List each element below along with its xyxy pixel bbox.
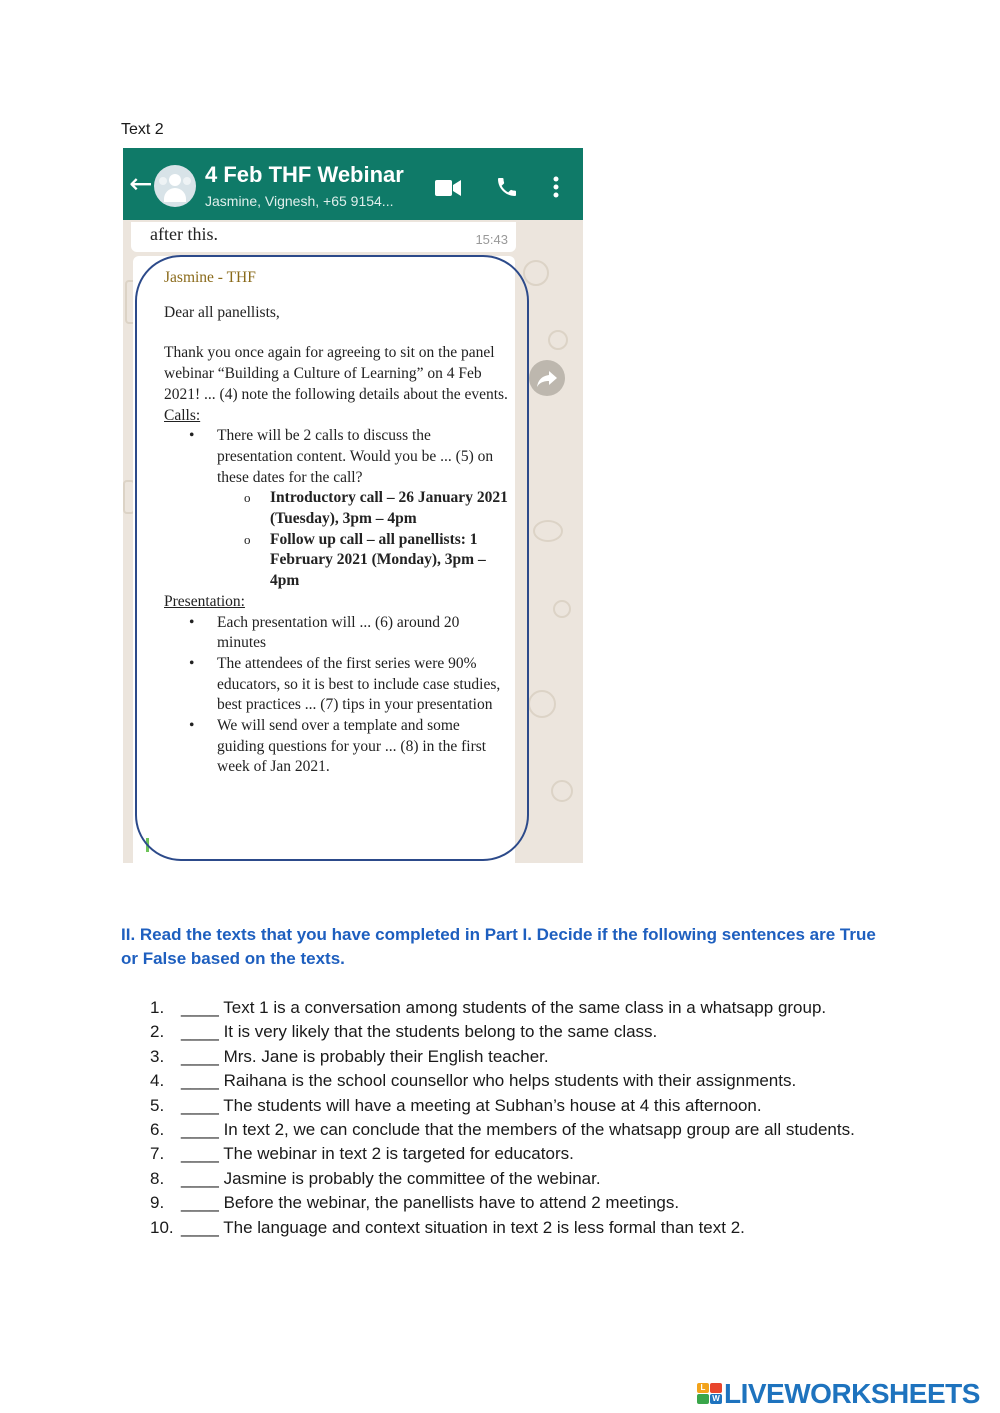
doodle-decoration [528,690,556,718]
logo-mark-letter: L [697,1383,709,1393]
group-avatar-icon[interactable] [154,165,196,207]
question-text: Jasmine is probably the committee of the webinar. [223,1168,601,1188]
answer-blank[interactable]: ____ [181,998,219,1017]
section-instructions: II. Read the texts that you have completed in Part I. Decide if the following sentences are True or False based on the texts. [121,925,876,968]
previous-message-bubble [131,222,516,252]
previous-message-time: 15:43 [475,232,508,247]
question-number: 3. [150,1046,165,1066]
calls-heading: Calls: [164,406,201,424]
logo-mark-letter: W [710,1394,722,1404]
question-text: The language and context situation in text 2 is less formal than text 2. [223,1217,745,1237]
answer-blank[interactable]: ____ [181,1144,219,1164]
presentation-heading: Presentation: [164,592,245,610]
answer-blank[interactable]: ____ [181,1095,219,1115]
question-number: 4. [150,1071,165,1091]
question-number: 5. [150,1095,165,1115]
back-arrow-icon[interactable]: ← [129,167,153,200]
answer-blank[interactable]: ____ [181,1071,219,1091]
message-greeting: Dear all panellists, [164,303,280,321]
presentation-bullet: • The attendees of the first series were 90% educators, so it is best to include case studies, best practices ... (7) tips in your presentation [164,654,509,716]
whatsapp-screenshot [123,148,583,863]
message-content [164,268,509,778]
question-number: 6. [150,1120,165,1140]
calls-subitem: o Introductory call – 26 January 2021 (Tuesday), 3pm – 4pm [164,488,509,529]
presentation-list [164,613,509,779]
answer-blank[interactable]: ____ [181,1022,219,1042]
chat-header [123,148,583,220]
question-text: It is very likely that the students belong to the same class. [223,1022,658,1042]
doodle-decoration [548,330,568,350]
doodle-decoration [533,520,563,542]
questions-list [150,996,870,1240]
video-call-icon[interactable] [435,179,461,197]
doodle-decoration [553,600,571,618]
question-text: Mrs. Jane is probably their English teacher. [223,1046,549,1066]
question-item [150,1191,870,1215]
logo-mark-tile [710,1383,722,1393]
question-text: Text 1 is a conversation among students of the same class in a whatsapp group. [223,998,827,1017]
question-number: 2. [150,1022,165,1042]
question-item [150,1020,870,1044]
forward-icon [529,360,565,396]
calls-list [164,426,509,592]
text-label: Text 2 [121,121,164,138]
calls-subitem: o Follow up call – all panellists: 1 February 2021 (Monday), 3pm – 4pm [164,530,509,592]
question-number: 10. [150,1217,174,1237]
question-text: Raihana is the school counsellor who helps students with their assignments. [223,1071,797,1091]
logo-text: LIVEWORKSHEETS [724,1378,980,1409]
presentation-bullet: • Each presentation will ... (6) around 20 minutes [164,613,509,654]
question-text: The students will have a meeting at Subhan’s house at 4 this afternoon. [223,1095,762,1115]
question-text: In text 2, we can conclude that the members of the whatsapp group are all students. [223,1120,855,1140]
forward-button[interactable] [529,360,565,396]
presentation-bullet: • We will send over a template and some guiding questions for your ... (8) in the first week of Jan 2021. [164,716,509,778]
answer-blank[interactable]: ____ [181,1046,219,1066]
question-number: 1. [150,998,165,1017]
answer-blank[interactable]: ____ [181,1217,219,1237]
message-intro: Thank you once again for agreeing to sit on the panel webinar “Building a Culture of Learning” on 4 Feb 2021! ... (4) note the following details about the events. [164,344,508,403]
logo-mark-icon [697,1383,723,1405]
message-sender: Jasmine - THF [164,269,256,286]
chat-title[interactable]: 4 Feb THF Webinar [205,162,404,187]
phone-call-icon[interactable] [495,175,519,199]
question-text: The webinar in text 2 is targeted for educators. [223,1144,574,1164]
doodle-decoration [551,780,573,802]
answer-blank[interactable]: ____ [181,1193,219,1213]
more-options-icon[interactable] [553,176,559,198]
question-item [150,1045,870,1069]
question-text: Before the webinar, the panellists have to attend 2 meetings. [223,1193,680,1213]
question-item [150,996,870,1020]
question-number: 8. [150,1168,165,1188]
question-item [150,1069,870,1093]
answer-blank[interactable]: ____ [181,1168,219,1188]
question-item [150,1118,870,1142]
question-item [150,1142,870,1166]
question-number: 9. [150,1193,165,1213]
calls-bullet: • There will be 2 calls to discuss the presentation content. Would you be ... (5) on these dates for the call? [164,426,509,488]
previous-message-text: after this. [150,224,218,244]
question-number: 7. [150,1144,165,1164]
chat-members[interactable]: Jasmine, Vignesh, +65 9154... [205,193,394,209]
logo-mark-tile [697,1394,709,1404]
question-item [150,1216,870,1240]
doodle-decoration [523,260,549,286]
question-item [150,1094,870,1118]
answer-blank[interactable]: ____ [181,1120,219,1140]
question-item [150,1167,870,1191]
